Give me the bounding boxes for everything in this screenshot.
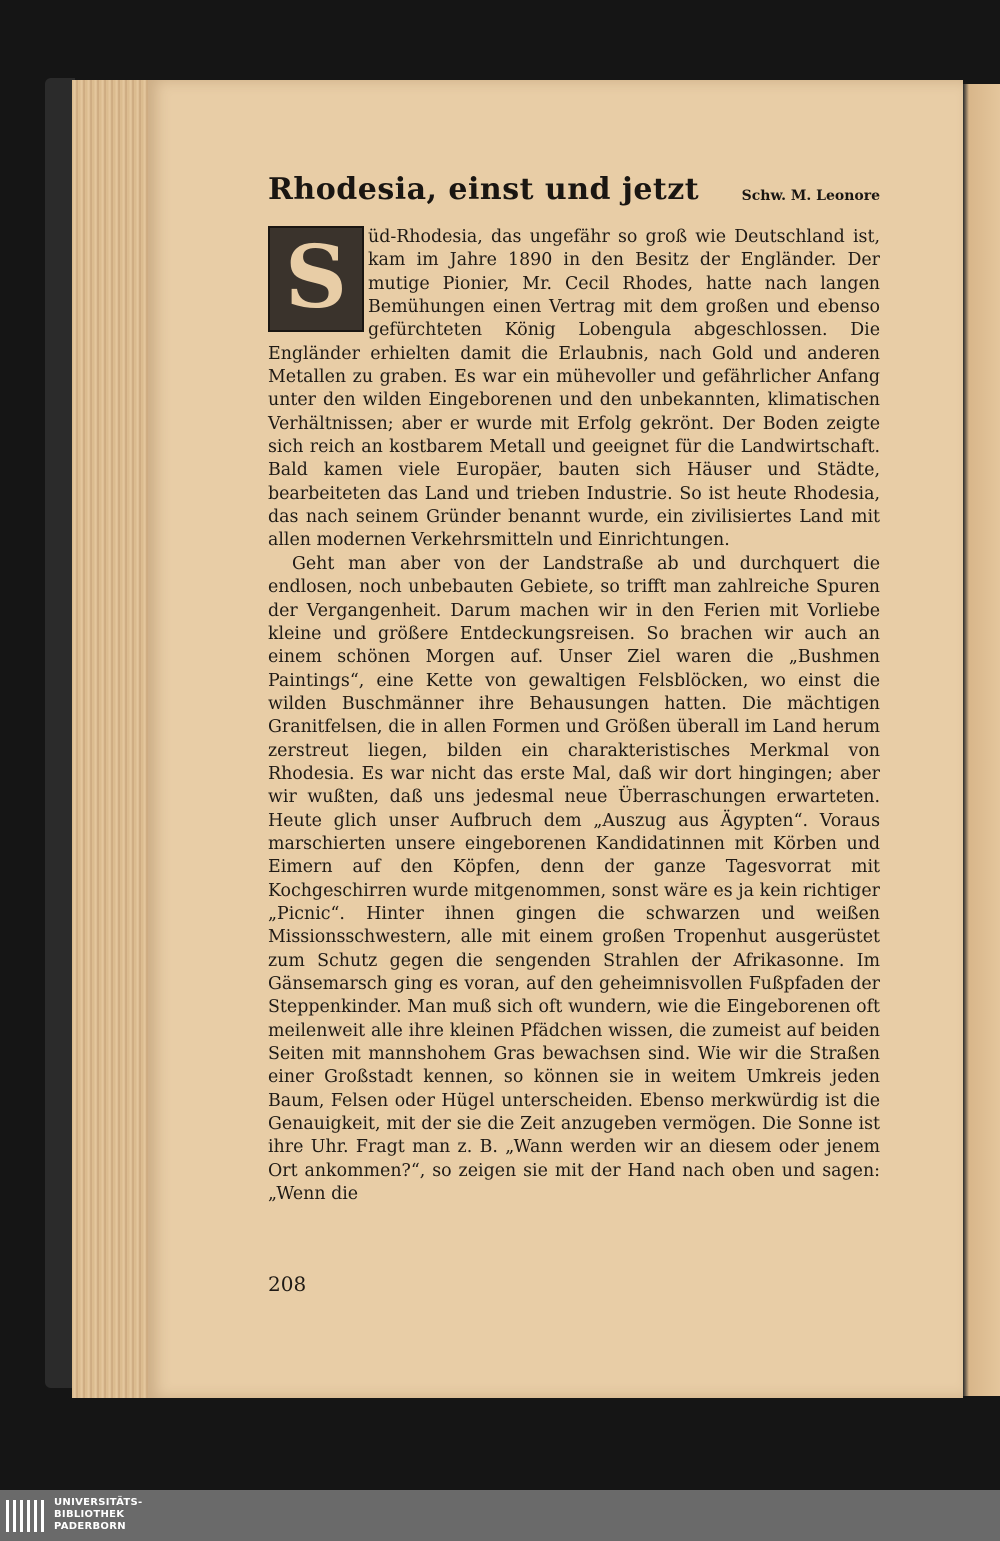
book-cover-spine <box>45 78 75 1388</box>
library-logo-icon <box>6 1500 46 1532</box>
initial-spacer <box>268 226 368 334</box>
page-number: 208 <box>268 1272 307 1296</box>
article-title: Rhodesia, einst und jetzt <box>268 172 700 207</box>
paragraph-1: üd-Rhodesia, das ungefähr so groß wie Deutschland ist, kam im Jahre 1890 in den Besitz der Engländer. Der mutige Pionier, Mr. Cecil Rhodes, hatte nach langen Bemühungen einen Vertrag mit dem großen und ebenso gefürchteten König Lobengula abgeschlossen. Die Engländer erhielten damit die Erlaubnis, nach Gold und anderen Metallen zu graben. Es war ein mühevoller und gefährlicher Anfang unter den wilden Eingeborenen und den unbekannten, klimatischen Verhältnissen; aber er wurde mit Erfolg gekrönt. Der Boden zeigte sich reich an kostbarem Metall und geeignet für die Landwirtschaft. Bald kamen viele Europäer, bauten sich Häuser und Städte, bearbeiteten das Land und trieben Industrie. So ist heute Rhodesia, das nach seinem Gründer benannt wurde, ein zivilisiertes Land mit allen modernen Verkehrsmitteln und Einrichtungen. <box>268 227 880 551</box>
article-header <box>268 172 880 222</box>
logo-line-2: BIBLIOTHEK <box>54 1509 125 1520</box>
logo-line-3: PADERBORN <box>54 1521 126 1532</box>
article-author: Schw. M. Leonore <box>741 188 880 204</box>
facing-page-edge <box>963 84 1000 1396</box>
logo-line-1: UNIVERSITÄTS- <box>54 1497 143 1508</box>
article-body <box>268 226 880 1206</box>
page-edges <box>72 80 152 1398</box>
library-footer <box>0 1490 1000 1541</box>
library-logo-text <box>54 1497 143 1533</box>
ornamental-initial: S <box>268 226 364 332</box>
paragraph-2: Geht man aber von der Landstraße ab und durchquert die endlosen, noch unbebauten Gebiete, so trifft man zahlreiche Spuren der Vergangenheit. Darum machen wir in den Ferien mit Vorliebe kleine und größere Entdeckungsreisen. So brachen wir auch an einem schönen Morgen auf. Unser Ziel waren die „Bushmen Paintings“, eine Kette von gewaltigen Felsblöcken, wo einst die wilden Buschmänner ihre Behausungen hatten. Die mächtigen Granitfelsen, die in allen Formen und Größen überall im Land herum zerstreut liegen, bilden ein charakteristisches Merkmal von Rhodesia. Es war nicht das erste Mal, daß wir dort hingingen; aber wir wußten, daß uns jedesmal neue Überraschungen erwarteten. Heute glich unser Aufbruch dem „Auszug aus Ägypten“. Voraus marschierten unsere eingeborenen Kandidatinnen mit Körben und Eimern auf den Köpfen, denn der ganze Tagesvorrat mit Kochgeschirren wurde mitgenommen, sonst wäre es ja kein richtiger „Picnic“. Hinter ihnen gingen die schwarzen und weißen Missionsschwestern, alle mit einem großen Tropenhut ausgerüstet zum Schutz gegen die sengenden Strahlen der Afrikasonne. Im Gänsemarsch ging es voran, auf den geheimnisvollen Fußpfaden der Steppenkinder. Man muß sich oft wundern, wie die Eingeborenen oft meilenweit alle ihre kleinen Pfädchen wissen, die zumeist auf beiden Seiten mit mannshohem Gras bewachsen sind. Wie wir die Straßen einer Großstadt kennen, so können sie in weitem Umkreis jeden Baum, Felsen oder Hügel unterscheiden. Ebenso merkwürdig ist die Genauigkeit, mit der sie die Zeit anzugeben vermögen. Die Sonne ist ihre Uhr. Fragt man z. B. „Wann werden wir an diesem oder jenem Ort ankommen?“, so zeigen sie mit der Hand nach oben und sagen: „Wenn die <box>268 553 880 1205</box>
